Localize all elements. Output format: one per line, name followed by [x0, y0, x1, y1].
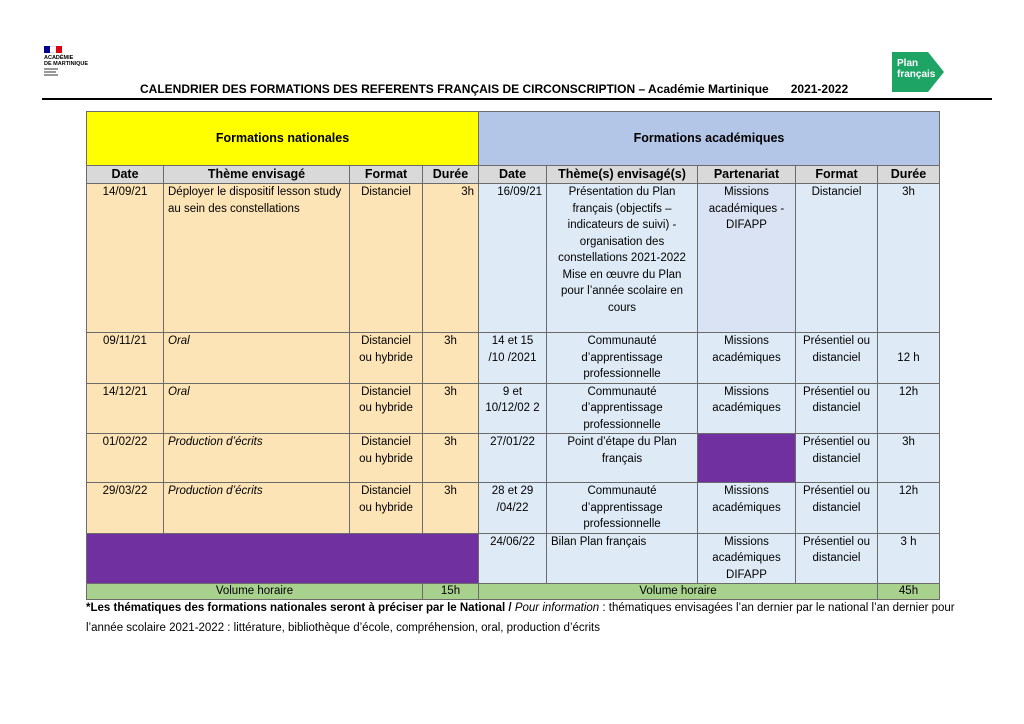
nat-format: Distanciel ou hybride: [350, 434, 423, 483]
footnote-lead: *Les thématiques des formations nationales seront à préciser par le National /: [86, 602, 515, 614]
nat-format: Distanciel ou hybride: [350, 483, 423, 534]
acad-partenariat: Missions académiques: [698, 333, 796, 384]
col-header-date: Date: [87, 166, 164, 184]
nat-theme: Oral: [164, 383, 350, 434]
header-divider: [42, 98, 992, 100]
footnote: [86, 598, 966, 638]
acad-format: Présentiel ou distanciel: [796, 483, 878, 534]
nat-theme: Production d’écrits: [164, 483, 350, 534]
nat-date: 14/12/21: [87, 383, 164, 434]
nat-date: 09/11/21: [87, 333, 164, 384]
acad-partenariat: Missions académiques: [698, 383, 796, 434]
nat-date: 29/03/22: [87, 483, 164, 534]
acad-date: 24/06/22: [479, 533, 547, 584]
table-row: [87, 434, 940, 483]
acad-date: 16/09/21: [479, 184, 547, 333]
french-flag-icon: [44, 46, 62, 53]
empty-partenariat-cell: [698, 434, 796, 483]
col-header-duree: Durée: [878, 166, 940, 184]
nat-theme: Déployer le dispositif lesson study au sein des constellations: [164, 184, 350, 333]
col-header-partenariat: Partenariat: [698, 166, 796, 184]
total-nat: 15h: [423, 584, 479, 600]
acad-theme: Communauté d’apprentissage professionnelle: [547, 383, 698, 434]
col-header-format: Format: [796, 166, 878, 184]
acad-duree: 3 h: [878, 533, 940, 584]
table-row: [87, 184, 940, 333]
nat-format: Distanciel: [350, 184, 423, 333]
academie-name: ACADÉMIE DE MARTINIQUE: [44, 55, 88, 67]
acad-date: 9 et 10/12/02 2: [479, 383, 547, 434]
page-title: CALENDRIER DES FORMATIONS DES REFERENTS FRANÇAIS DE CIRCONSCRIPTION – Académie Martinique 2021-2022: [140, 82, 849, 96]
empty-nationales-cell: [87, 533, 479, 584]
table-row: [87, 483, 940, 534]
col-header-theme: Thème envisagé: [164, 166, 350, 184]
table-row: [87, 533, 940, 584]
nat-format: Distanciel ou hybride: [350, 333, 423, 384]
nat-duree: 3h: [423, 333, 479, 384]
nat-duree: 3h: [423, 184, 479, 333]
col-header-themes: Thème(s) envisagé(s): [547, 166, 698, 184]
school-year: 2021-2022: [790, 82, 849, 96]
nat-duree: 3h: [423, 483, 479, 534]
acad-theme: Présentation du Plan français (objectifs – indicateurs de suivi) - organisation des constellations 2021-2022 Mise en œuvre du Plan pour l’année scolaire en cours: [547, 184, 698, 333]
plan-francais-logo: Plan français: [892, 52, 944, 92]
nat-date: 14/09/21: [87, 184, 164, 333]
acad-theme: Bilan Plan français: [547, 533, 698, 584]
academie-logo: [44, 46, 114, 90]
acad-duree: 3h: [878, 184, 940, 333]
section-title-row: [87, 112, 940, 166]
formations-calendar-table: [86, 111, 940, 600]
acad-partenariat: Missions académiques: [698, 483, 796, 534]
acad-format: Distanciel: [796, 184, 878, 333]
acad-theme: Communauté d’apprentissage professionnelle: [547, 333, 698, 384]
academiques-title: Formations académiques: [479, 112, 940, 166]
nat-format: Distanciel ou hybride: [350, 383, 423, 434]
acad-theme: Point d’étape du Plan français: [547, 434, 698, 483]
acad-duree: 12h: [878, 383, 940, 434]
acad-format: Présentiel ou distanciel: [796, 383, 878, 434]
acad-partenariat: Missions académiques DIFAPP: [698, 533, 796, 584]
acad-date: 27/01/22: [479, 434, 547, 483]
column-header-row: [87, 166, 940, 184]
col-header-date: Date: [479, 166, 547, 184]
total-label-nat: Volume horaire: [87, 584, 423, 600]
republic-motto-glyphs: [44, 68, 114, 76]
acad-duree: 3h: [878, 434, 940, 483]
acad-duree: 12 h: [878, 333, 940, 384]
nat-duree: 3h: [423, 383, 479, 434]
col-header-duree: Durée: [423, 166, 479, 184]
acad-format: Présentiel ou distanciel: [796, 333, 878, 384]
nat-theme: Production d’écrits: [164, 434, 350, 483]
nationales-title: Formations nationales: [87, 112, 479, 166]
acad-date: 14 et 15 /10 /2021: [479, 333, 547, 384]
nat-date: 01/02/22: [87, 434, 164, 483]
footnote-italic: Pour information: [514, 602, 600, 614]
acad-theme: Communauté d’apprentissage professionnelle: [547, 483, 698, 534]
col-header-format: Format: [350, 166, 423, 184]
acad-format: Présentiel ou distanciel: [796, 434, 878, 483]
table-row: [87, 383, 940, 434]
total-label-acad: Volume horaire: [479, 584, 878, 600]
acad-format: Présentiel ou distanciel: [796, 533, 878, 584]
total-acad: 45h: [878, 584, 940, 600]
acad-partenariat: Missions académiques - DIFAPP: [698, 184, 796, 333]
table-row: [87, 333, 940, 384]
nat-duree: 3h: [423, 434, 479, 483]
footnote-text: : thématiques envisagées l’an dernier par le national l’an dernier pour l’année scolaire 2021-2022 : littérature, bibliothèque d’école, compréhension, oral, production d’écrits: [86, 602, 955, 634]
acad-duree: 12h: [878, 483, 940, 534]
acad-date: 28 et 29 /04/22: [479, 483, 547, 534]
nat-theme: Oral: [164, 333, 350, 384]
